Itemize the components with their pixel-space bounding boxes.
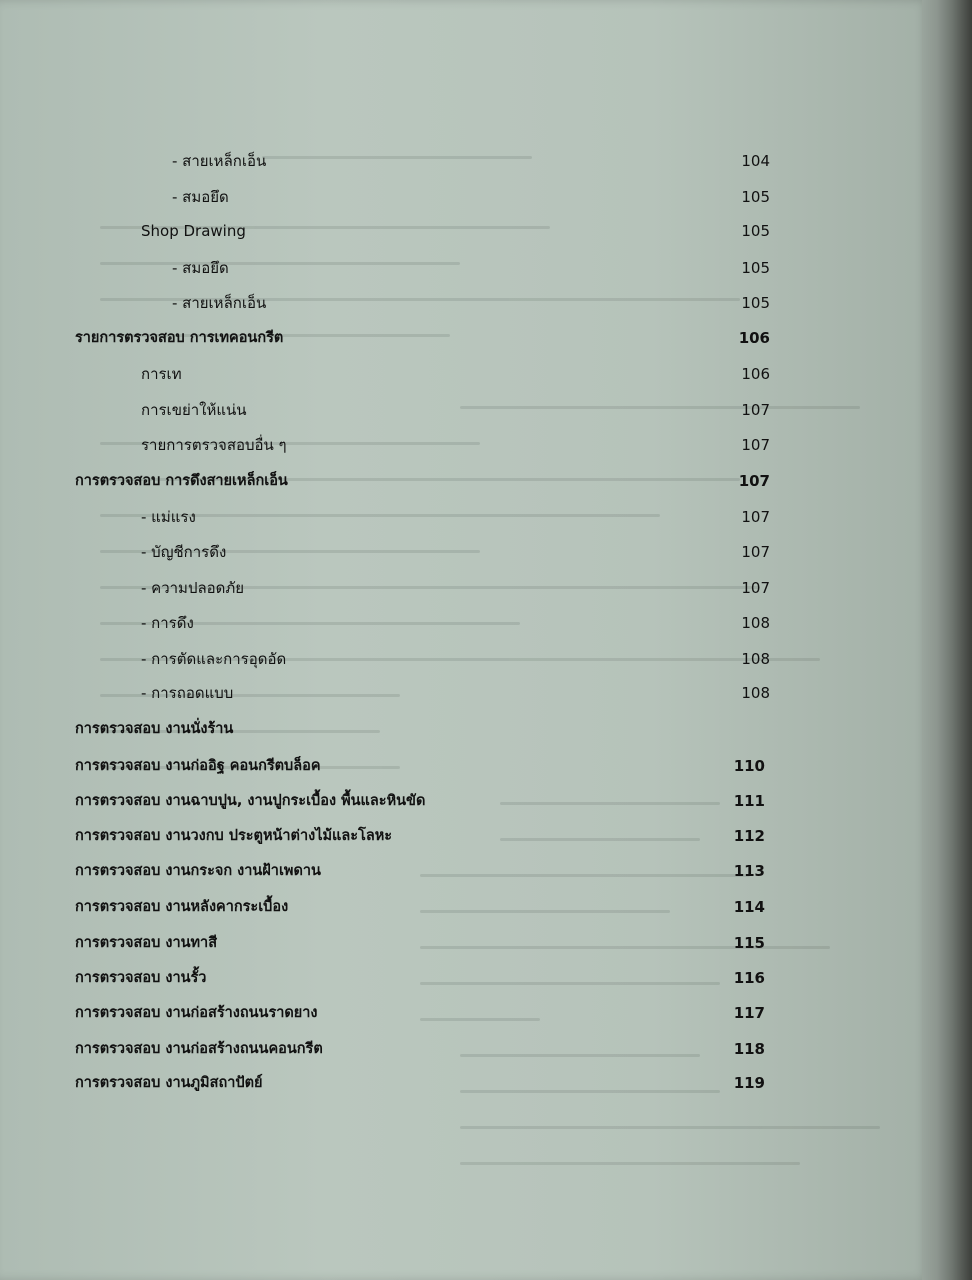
toc-entry-page: 107 [738, 472, 770, 490]
toc-entry [172, 144, 772, 178]
toc-entry-label: รายการตรวจสอบอื่น ๆ [141, 436, 287, 454]
toc-section-heading [75, 1032, 765, 1066]
toc-entry-label: การตรวจสอบ งานทาสี [75, 935, 218, 951]
toc-entry [141, 642, 772, 676]
stacked-page-edges [922, 0, 972, 1280]
toc-entry-page: 105 [741, 259, 770, 277]
toc-entry [172, 286, 772, 320]
toc-entry-label: - แม่แรง [141, 508, 196, 526]
toc-section-heading [75, 1066, 765, 1100]
toc-section-heading [75, 996, 765, 1030]
toc-section-heading [75, 712, 772, 746]
toc-entry-label: - การดึง [141, 614, 194, 632]
toc-entry-page: 106 [741, 365, 770, 383]
toc-entry-page: 111 [733, 792, 765, 810]
toc-entry-label: การตรวจสอบ งานนั่งร้าน [75, 721, 234, 737]
toc-entry-label: การตรวจสอบ งานวงกบ ประตูหน้าต่างไม้และโลหะ [75, 828, 393, 844]
toc-entry [141, 393, 772, 427]
toc-entry [141, 535, 772, 569]
toc-section-heading [75, 890, 765, 924]
toc-section-heading [75, 854, 765, 888]
toc-entry-page: 107 [741, 543, 770, 561]
toc-entry [141, 214, 772, 248]
toc-entry-page: 108 [741, 650, 770, 668]
toc-entry-label: - สายเหล็กเอ็น [172, 152, 267, 170]
toc-entry-label: - ความปลอดภัย [141, 579, 245, 597]
toc-entry [141, 357, 772, 391]
toc-entry-label: การตรวจสอบ งานฉาบปูน, งานปูกระเบื้อง พื้นและหินขัด [75, 793, 426, 809]
toc-entry-page: 105 [741, 222, 770, 240]
toc-entry-label: การตรวจสอบ งานกระจก งานฝ้าเพดาน [75, 863, 321, 879]
toc-entry-page: 117 [733, 1004, 765, 1022]
toc-entry-page: 116 [733, 969, 765, 987]
toc-entry [141, 500, 772, 534]
toc-entry [172, 180, 772, 214]
toc-entry-page: 108 [741, 614, 770, 632]
toc-entry-label: การตรวจสอบ งานก่ออิฐ คอนกรีตบล็อค [75, 758, 321, 774]
toc-entry-label: การตรวจสอบ งานรั้ว [75, 970, 207, 986]
toc-section-heading [75, 819, 765, 853]
toc-entry-page: 107 [741, 579, 770, 597]
toc-entry-page: 105 [741, 294, 770, 312]
toc-entry-label: - บัญชีการดึง [141, 543, 227, 561]
toc-entry [141, 428, 772, 462]
toc-entry-label: - สมอยึด [172, 259, 229, 277]
toc-entry-label: การตรวจสอบ งานหลังคากระเบื้อง [75, 899, 289, 915]
toc-entry-page: 113 [733, 862, 765, 880]
toc-section-heading [75, 926, 765, 960]
toc-entry-page: 104 [741, 152, 770, 170]
toc-entry-label: การเขย่าให้แน่น [141, 401, 247, 419]
toc-entry-page: 105 [741, 188, 770, 206]
toc-entry-page: 107 [741, 508, 770, 526]
toc-entry [172, 251, 772, 285]
toc-section-heading [75, 749, 765, 783]
toc-section-heading [75, 784, 765, 818]
toc-entry-page: 119 [733, 1074, 765, 1092]
toc-section-heading [75, 961, 765, 995]
toc-entry-label: การเท [141, 365, 182, 383]
toc-entry-page: 107 [741, 401, 770, 419]
toc-entry-label: Shop Drawing [141, 222, 246, 240]
toc-entry-page: 115 [733, 934, 765, 952]
toc-entry-label: - การถอดแบบ [141, 684, 234, 702]
toc-entry-label: - สายเหล็กเอ็น [172, 294, 267, 312]
toc-entry [141, 676, 772, 710]
toc-entry-page: 110 [733, 757, 765, 775]
toc-entry-page: 112 [733, 827, 765, 845]
toc-section-heading [75, 321, 772, 355]
toc-entry-label: การตรวจสอบ งานภูมิสถาปัตย์ [75, 1075, 263, 1091]
toc-entry-label: การตรวจสอบ การดึงสายเหล็กเอ็น [75, 473, 288, 489]
toc-entry-page: 108 [741, 684, 770, 702]
toc-entry [141, 571, 772, 605]
toc-entry-label: - การตัดและการอุดอัด [141, 650, 287, 668]
toc-entry-label: รายการตรวจสอบ การเทคอนกรีต [75, 330, 284, 346]
toc-entry-page: 118 [733, 1040, 765, 1058]
toc-section-heading [75, 464, 772, 498]
toc-entry-label: การตรวจสอบ งานก่อสร้างถนนราดยาง [75, 1005, 318, 1021]
toc-entry-label: การตรวจสอบ งานก่อสร้างถนนคอนกรีต [75, 1041, 323, 1057]
toc-entry-label: - สมอยึด [172, 188, 229, 206]
toc-entry-page: 114 [733, 898, 765, 916]
toc-entry-page: 107 [741, 436, 770, 454]
toc-entry [141, 606, 772, 640]
toc-entry-page: 106 [738, 329, 770, 347]
